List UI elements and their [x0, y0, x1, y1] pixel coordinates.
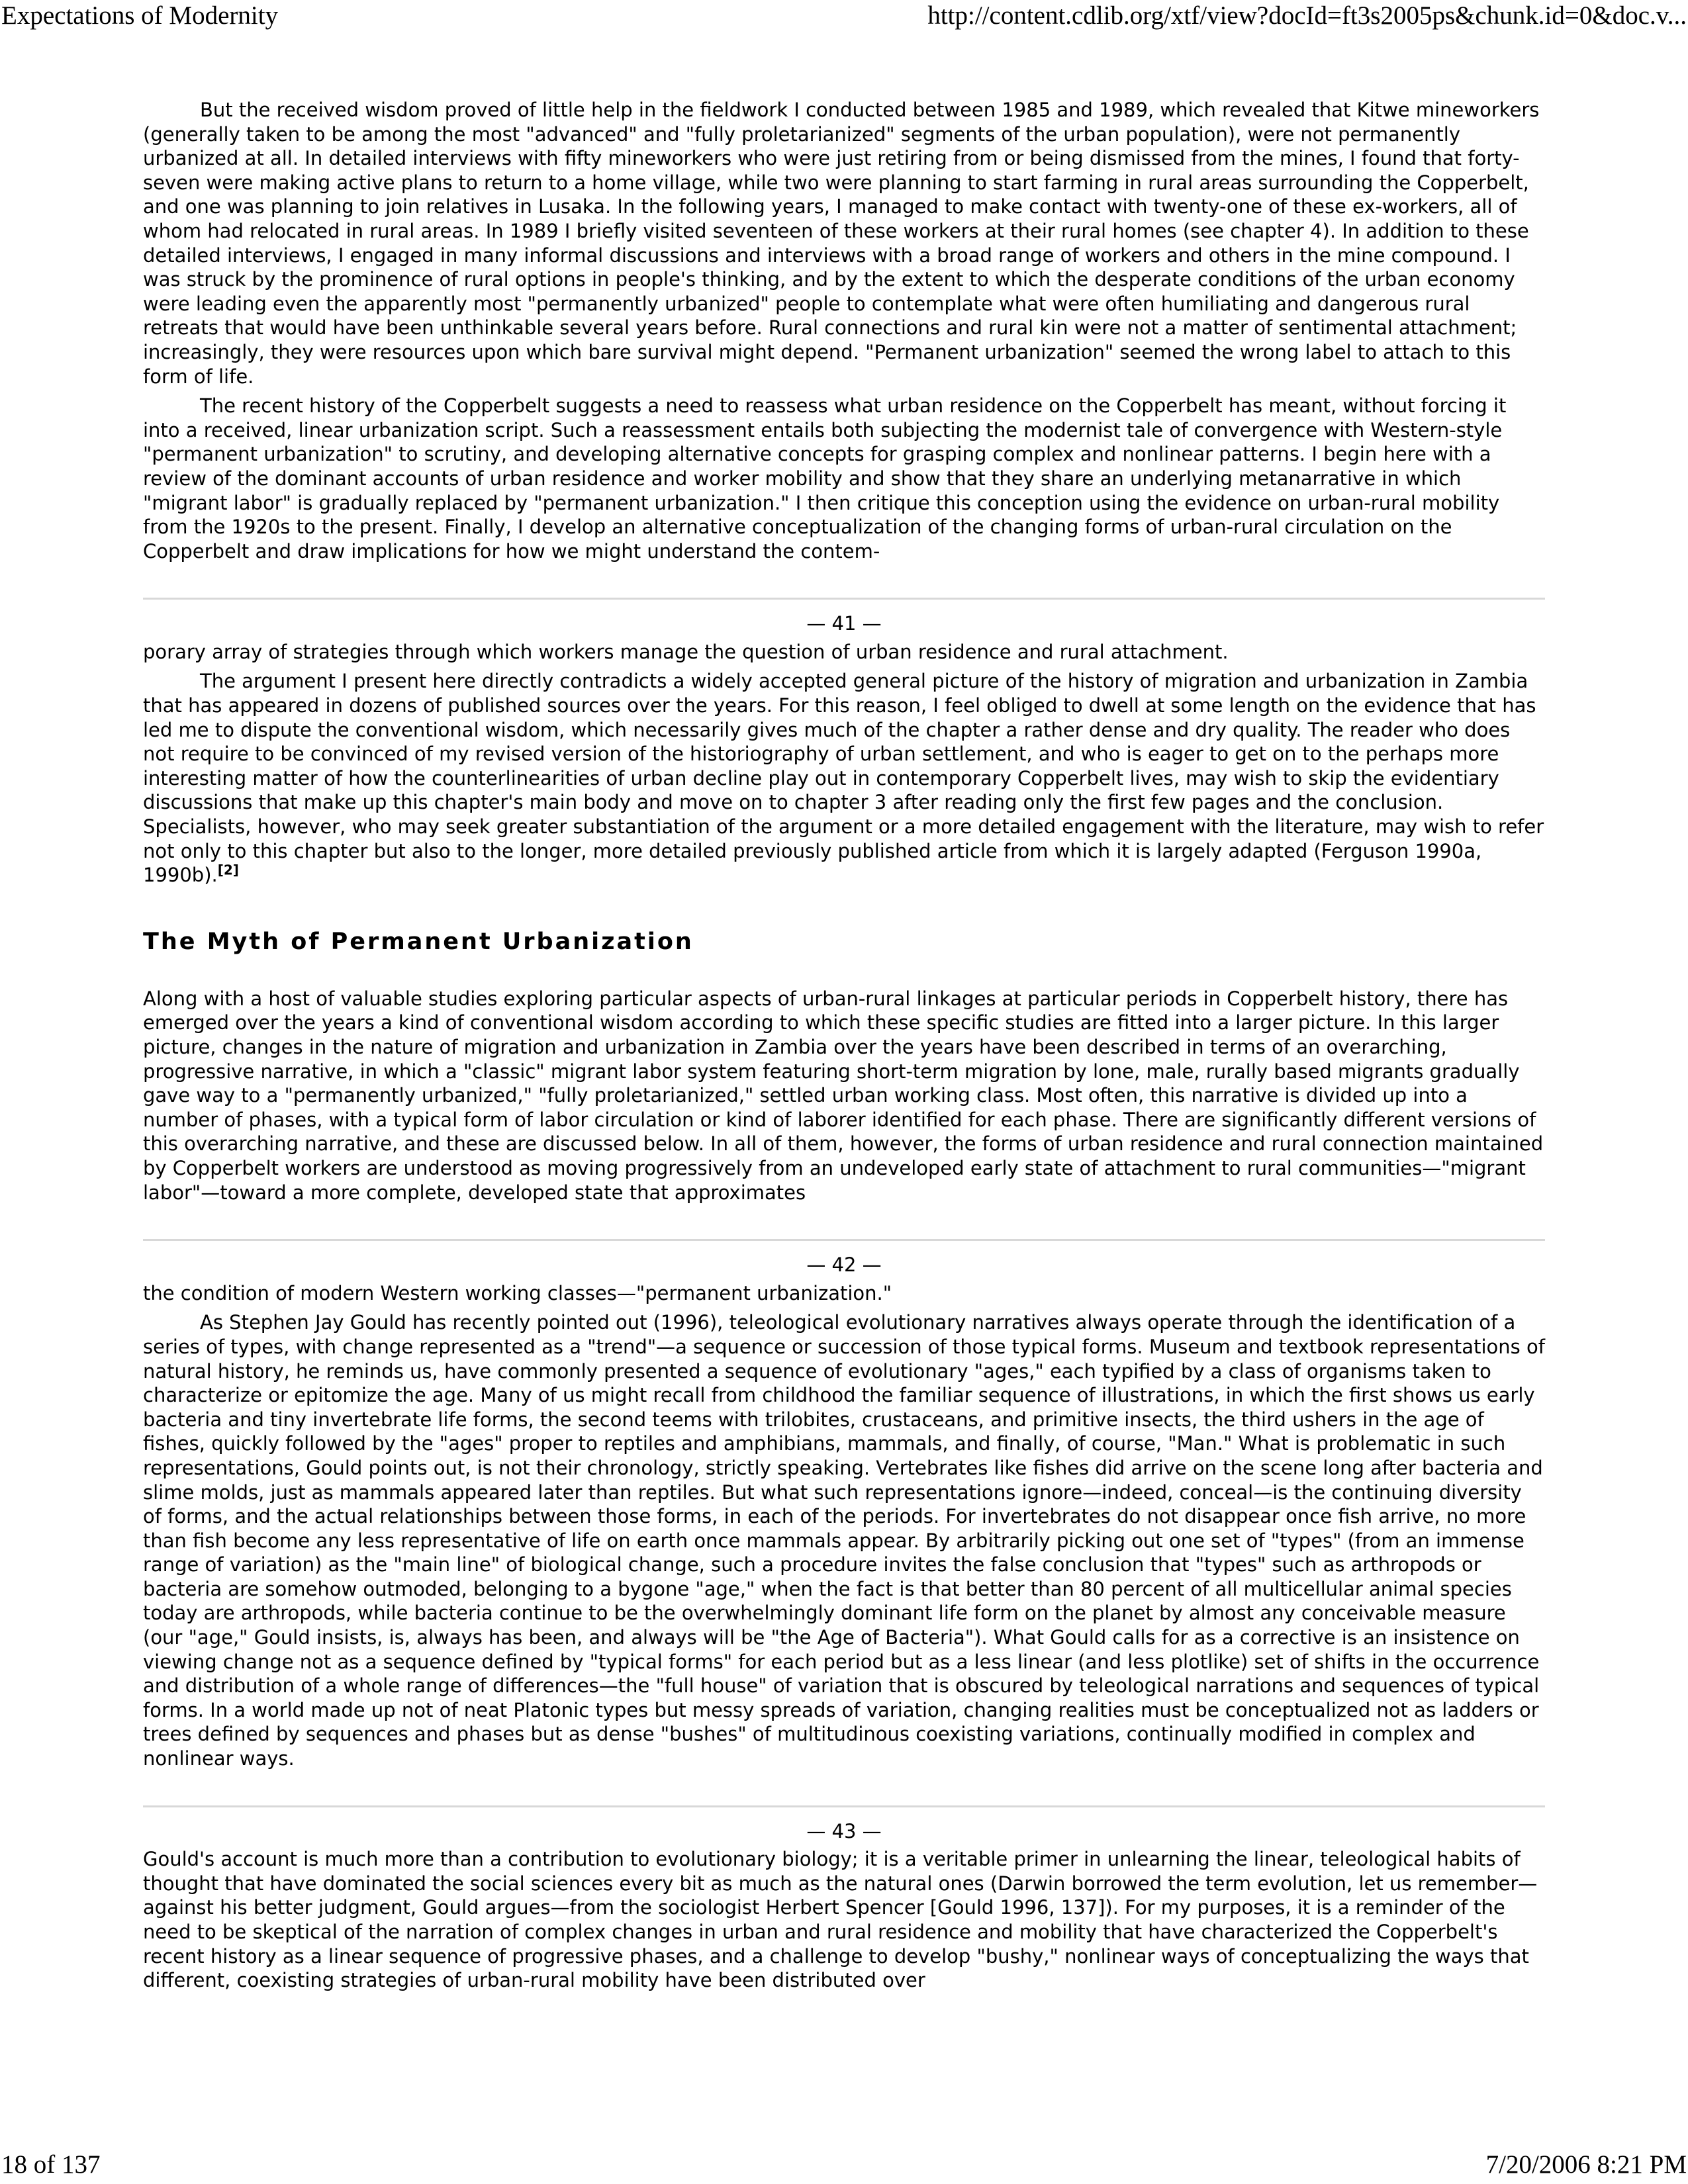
print-timestamp: 7/20/2006 8:21 PM [1485, 2150, 1687, 2179]
page-divider [143, 1239, 1545, 1241]
paragraph: Along with a host of valuable studies exploring particular aspects of urban-rural linkages at particular periods in Copperbelt history, there has emerged over the years a kind of conventional wisdom according to which these specific studies are fitted into a larger picture. In this larger picture, changes in the nature of migration and urbanization in Zambia over the years have been described in terms of an overarching, progressive narrative, in which a "classic" migrant labor system featuring short-term migration by lone, male, rurally based migrants gradually gave way to a "permanently urbanized," "fully proletarianized," settled urban working class. Most often, this narrative is divided up into a number of phases, with a typical form of labor circulation or kind of laborer identified for each phase. There are significantly different versions of this overarching narrative, and these are discussed below. In all of them, however, the forms of urban residence and rural connection maintained by Copperbelt workers are understood as moving progressively from an undeveloped early state of attachment to rural communities—"migrant labor"—toward a more complete, developed state that approximates [143, 987, 1544, 1204]
section-heading: The Myth of Permanent Urbanization [143, 928, 694, 955]
paragraph: The recent history of the Copperbelt suggests a need to reassess what urban residence on the Copperbelt has meant, without forcing it into a received, linear urbanization script. Such a reassessment entails both subjecting the modernist tale of convergence with Western-style "permanent urbanization" to scrutiny, and developing alternative concepts for grasping complex and nonlinear patterns. I begin here with a review of the dominant accounts of urban residence and worker mobility and show that they share an underlying metanarrative in which "migrant labor" is gradually replaced by "permanent urbanization." I then critique this conception using the evidence on urban-rural mobility from the 1920s to the present. Finally, I develop an alternative conceptualization of the changing forms of urban-rural circulation on the Copperbelt and draw implications for how we might understand the contem- [143, 394, 1507, 563]
paragraph: But the received wisdom proved of little help in the fieldwork I conducted between 1985 and 1989, which revealed that Kitwe mineworkers (generally taken to be among the most "advanced" and "fully proletarianized" segments of the urban population), were not permanently urbanized at all. In detailed interviews with fifty mineworkers who were just retiring from or being dismissed from the mines, I found that forty-seven were making active plans to return to a home village, while two were planning to start farming in rural areas surrounding the Copperbelt, and one was planning to join relatives in Lusaka. In the following years, I managed to make contact with twenty-one of these ex-workers, all of whom had relocated in rural areas. In 1989 I briefly visited seventeen of these workers at their rural homes (see chapter 4). In addition to these detailed interviews, I engaged in many informal discussions and interviews with a broad range of workers and others in the mine compound. I was struck by the prominence of rural options in people's thinking, and by the extent to which the desperate conditions of the urban economy were leading even the apparently most "permanently urbanized" people to contemplate what were often humiliating and dangerous rural retreats that would have been unthinkable several years before. Rural connections and rural kin were not a matter of sentimental attachment; increasingly, they were resources upon which bare survival might depend. "Permanent urbanization" seemed the wrong label to attach to this form of life. [143, 99, 1540, 388]
page-url: http://content.cdlib.org/xtf/view?docId=ft3s2005ps&chunk.id=0&doc.v... [927, 1, 1687, 30]
paragraph: As Stephen Jay Gould has recently pointed out (1996), teleological evolutionary narratives always operate through the identification of a series of types, with change represented as a "trend"—a sequence or succession of those typical forms. Museum and textbook representations of natural history, he reminds us, have commonly presented a sequence of evolutionary "ages," each typified by a class of organisms taken to characterize or epitomize the age. Many of us might recall from childhood the familiar sequence of illustrations, in which the first shows us early bacteria and tiny invertebrate life forms, the second teems with trilobites, crustaceans, and primitive insects, the third ushers in the age of fishes, quickly followed by the "ages" proper to reptiles and amphibians, mammals, and finally, of course, "Man." What is problematic in such representations, Gould points out, is not their chronology, strictly speaking. Vertebrates like fishes did arrive on the scene long after bacteria and slime molds, just as mammals appeared later than reptiles. But what such representations ignore—indeed, conceal—is the continuing diversity of forms, and the actual relationships between those forms, in each of the periods. For invertebrates do not disappear once fish arrive, no more than fish become any less representative of life on earth once mammals appear. By arbitrarily picking out one set of "types" (from an immense range of variation) as the "main line" of biological change, such a procedure invites the false conclusion that "types" such as arthropods or bacteria are somehow outmoded, belonging to a bygone "age," when the fact is that better than 80 percent of all multicellular animal species today are arthropods, while bacteria continue to be the overwhelmingly dominant life form on the planet by almost any conceivable measure (our "age," Gould insists, is, always has been, and always will be "the Age of Bacteria"). What Gould calls for as a corrective is an insistence on viewing change not as a sequence defined by "typical forms" for each period but as a less linear (and less plotlike) set of shifts in the occurrence and distribution of a whole range of differences—the "full house" of variation that is obscured by teleological narrations and sequences of typical forms. In a world made up not of neat Platonic types but messy spreads of variation, changing realities must be conceptualized not as ladders or trees defined by sequences and phases but as dense "bushes" of multitudinous coexisting variations, continually modified in complex and nonlinear ways. [143, 1311, 1545, 1770]
main-content [143, 98, 1545, 1998]
paragraph: porary array of strategies through which workers manage the question of urban residence and rural attachment. [143, 640, 1229, 663]
page-number-41: — 41 — [806, 612, 882, 635]
page-number-42: — 42 — [806, 1253, 882, 1277]
page-divider [143, 1805, 1545, 1807]
paragraph: Gould's account is much more than a contribution to evolutionary biology; it is a veritable primer in unlearning the linear, teleological habits of thought that have dominated the social sciences every bit as much as the natural ones (Darwin borrowed the term evolution, let us remember—against his better judgment, Gould argues—from the sociologist Herbert Spencer [Gould 1996, 137]). For my purposes, it is a reminder of the need to be skeptical of the narration of complex changes in urban and rural residence and mobility that have characterized the Copperbelt's recent history as a linear sequence of progressive phases, and a challenge to develop "bushy," nonlinear ways of conceptualizing the ways that different, coexisting strategies of urban-rural mobility have been distributed over [143, 1848, 1538, 1992]
paragraph-text: The argument I present here directly contradicts a widely accepted general picture of the history of migration and urbanization in Zambia that has appeared in dozens of published sources over the years. For this reason, I feel obliged to dwell at some length on the evidence that has led me to dispute the conventional wisdom, which necessarily gives much of the chapter a rather dense and dry quality. The reader who does not require to be convinced of my revised version of the historiography of urban settlement, and who is eager to get on to the perhaps more interesting matter of how the counterlinearities of urban decline play out in contemporary Copperbelt lives, may wish to skip the evidentiary discussions that make up this chapter's main body and move on to chapter 3 after reading only the first few pages and the conclusion. Specialists, however, who may seek greater substantiation of the argument or a more detailed engagement with the literature, may wish to refer not only to this chapter but also to the longer, more detailed previously published article from which it is largely adapted (Ferguson 1990a, 1990b). [143, 670, 1544, 887]
page-divider [143, 598, 1545, 600]
paragraph: the condition of modern Western working classes—"permanent urbanization." [143, 1281, 892, 1304]
paragraph [143, 669, 1545, 887]
footnote-link[interactable]: [2] [217, 862, 239, 878]
page-number-43: — 43 — [806, 1819, 882, 1843]
document-title: Expectations of Modernity [1, 1, 279, 30]
page-counter: 18 of 137 [1, 2150, 101, 2179]
